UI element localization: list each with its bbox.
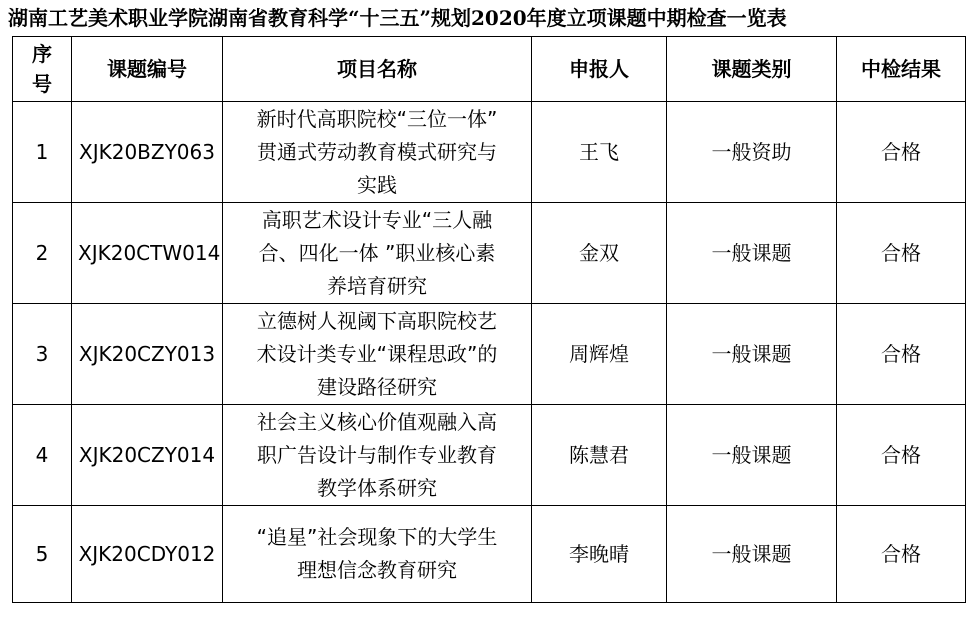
project-name-line: 社会主义核心价值观融入高: [257, 409, 497, 434]
cell-index: 4: [13, 405, 72, 506]
header-index-line1: 序: [32, 42, 52, 66]
cell-index: 5: [13, 506, 72, 603]
cell-project-name: [223, 304, 532, 405]
header-category: 课题类别: [667, 37, 837, 102]
project-name-line: 实践: [357, 172, 397, 197]
cell-applicant: 金双: [532, 203, 667, 304]
cell-applicant: 周辉煌: [532, 304, 667, 405]
cell-code: XJK20BZY063: [72, 102, 223, 203]
cell-project-name: [223, 102, 532, 203]
cell-result: 合格: [837, 102, 966, 203]
cell-applicant: 李晚晴: [532, 506, 667, 603]
cell-project-name: [223, 506, 532, 603]
header-result: 中检结果: [837, 37, 966, 102]
cell-category: 一般课题: [667, 405, 837, 506]
project-name-line: 高职艺术设计专业“三人融: [261, 207, 493, 232]
cell-applicant: 王飞: [532, 102, 667, 203]
cell-project-name: [223, 405, 532, 506]
table-row: [13, 506, 966, 603]
cell-index: 2: [13, 203, 72, 304]
cell-result: 合格: [837, 405, 966, 506]
project-table: [12, 36, 966, 603]
cell-code: XJK20CTW014: [72, 203, 223, 304]
cell-code: XJK20CZY013: [72, 304, 223, 405]
project-name-line: 建设路径研究: [317, 374, 437, 399]
cell-code: XJK20CDY012: [72, 506, 223, 603]
cell-index: 1: [13, 102, 72, 203]
project-name-line: 新时代高职院校“三位一体”: [256, 106, 498, 131]
table-row: [13, 102, 966, 203]
header-index-line2: 号: [32, 72, 52, 96]
project-name-line: 职广告设计与制作专业教育: [257, 442, 497, 467]
header-index: [13, 37, 72, 102]
cell-result: 合格: [837, 506, 966, 603]
header-applicant: 申报人: [532, 37, 667, 102]
header-name: 项目名称: [223, 37, 532, 102]
cell-project-name: [223, 203, 532, 304]
project-name-line: 合、四化一体 ”职业核心素: [258, 240, 496, 265]
cell-applicant: 陈慧君: [532, 405, 667, 506]
cell-result: 合格: [837, 203, 966, 304]
table-row: [13, 405, 966, 506]
project-name-line: 养培育研究: [327, 273, 427, 298]
project-name-line: 立德树人视阈下高职院校艺: [257, 308, 497, 333]
cell-code: XJK20CZY014: [72, 405, 223, 506]
header-code: 课题编号: [72, 37, 223, 102]
project-name-line: “追星”社会现象下的大学生: [256, 525, 498, 549]
project-name-line: 贯通式劳动教育模式研究与: [257, 139, 497, 164]
table-row: [13, 304, 966, 405]
project-name-line: 教学体系研究: [317, 475, 437, 500]
cell-category: 一般课题: [667, 203, 837, 304]
cell-result: 合格: [837, 304, 966, 405]
cell-category: 一般课题: [667, 304, 837, 405]
table-header-row: [13, 37, 966, 102]
document-title: 湖南工艺美术职业学院湖南省教育科学“十三五”规划2020年度立项课题中期检查一览表: [8, 6, 787, 30]
cell-index: 3: [13, 304, 72, 405]
table-row: [13, 203, 966, 304]
project-name-line: 术设计类专业“课程思政”的: [256, 341, 498, 366]
cell-category: 一般资助: [667, 102, 837, 203]
cell-category: 一般课题: [667, 506, 837, 603]
project-name-line: 理想信念教育研究: [297, 558, 457, 582]
